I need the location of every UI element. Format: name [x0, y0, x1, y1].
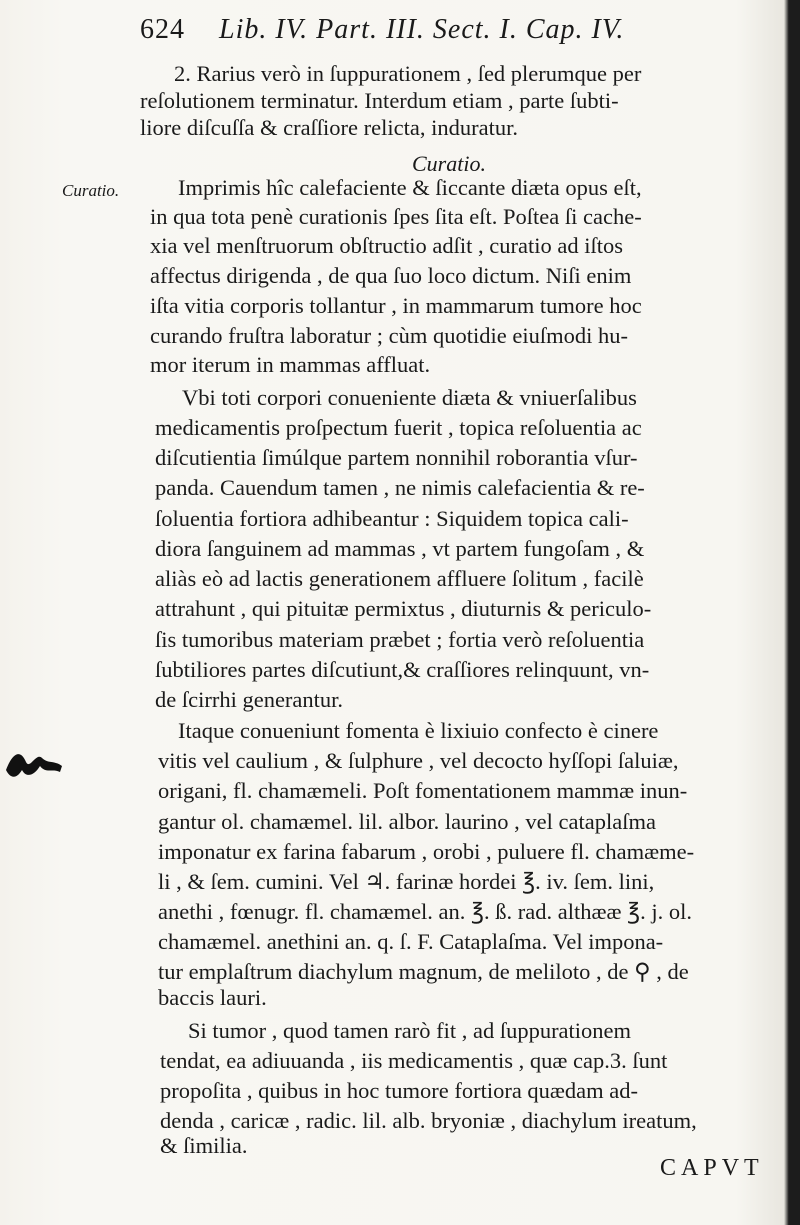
text-line: ſubtiliores partes diſcutiunt,& craſſiores relinquunt, vn-: [155, 657, 650, 682]
text-line: reſolutionem terminatur. Interdum etiam , parte ſubti-: [140, 88, 619, 113]
text-line: chamæmel. anethini an. q. ſ. F. Cataplaſma. Vel impona-: [158, 929, 664, 954]
text-line: vitis vel caulium , & ſulphure , vel decocto hyſſopi ſaluiæ,: [158, 748, 679, 773]
page-header: [140, 14, 780, 46]
text-line: li , & ſem. cumini. Vel ♃. farinæ hordei ℥. iv. ſem. lini,: [158, 869, 655, 894]
text-line: & ſimilia.: [160, 1133, 248, 1158]
text-line: curando fruſtra laboratur ; cùm quotidie eiuſmodi hu-: [150, 323, 628, 348]
text-line: attrahunt , qui pituitæ permixtus , diuturnis & periculo-: [155, 596, 652, 621]
text-line: iſta vitia corporis tollantur , in mammarum tumore hoc: [150, 293, 642, 318]
text-line: diora ſanguinem ad mammas , vt partem fungoſam , &: [155, 536, 645, 561]
ink-smudge: [2, 740, 66, 784]
text-line: origani, fl. chamæmeli. Poſt fomentationem mammæ inun-: [158, 778, 688, 803]
text-line: Vbi toti corpori conueniente diæta & vniuerſalibus: [182, 385, 637, 410]
margin-note: Curatio.: [62, 181, 120, 200]
running-title: Lib. IV. Part. III. Sect. I. Cap. IV.: [219, 14, 625, 45]
text-line: diſcutientia ſimúlque partem nonnihil roborantia vſur-: [155, 445, 638, 470]
page-number: 624: [140, 14, 185, 45]
text-line: ſoluentia fortiora adhibeantur : Siquidem topica cali-: [155, 506, 629, 531]
text-line: ſis tumoribus materiam præbet ; fortia verò reſoluentia: [155, 627, 645, 652]
text-line: panda. Cauendum tamen , ne nimis calefacientia & re-: [155, 475, 645, 500]
text-line: denda , caricæ , radic. lil. alb. bryoniæ , diachylum ireatum,: [160, 1108, 697, 1133]
text-line: Si tumor , quod tamen rarò fit , ad ſuppurationem: [188, 1018, 632, 1043]
text-line: mor iterum in mammas affluat.: [150, 352, 431, 377]
text-line: 2. Rarius verò in ſuppurationem , ſed plerumque per: [174, 61, 642, 86]
text-line: Imprimis hîc calefaciente & ſiccante diæta opus eſt,: [178, 175, 642, 200]
text-line: xia vel menſtruorum obſtructio adſit , curatio ad iſtos: [150, 233, 624, 258]
text-line: liore diſcuſſa & craſſiore relicta, induratur.: [140, 115, 518, 140]
text-line: aliàs eò ad lactis generationem affluere ſolitum , facilè: [155, 566, 644, 591]
text-line: Itaque conueniunt fomenta è lixiuio confecto è cinere: [178, 718, 659, 743]
text-line: tur emplaſtrum diachylum magnum, de meliloto , de ⚲ , de: [158, 959, 689, 984]
section-heading: Curatio.: [412, 151, 486, 176]
text-line: tendat, ea adiuuanda , iis medicamentis , quæ cap.3. ſunt: [160, 1048, 668, 1073]
text-line: baccis lauri.: [158, 985, 267, 1010]
text-line: anethi , fœnugr. fl. chamæmel. an. ℥. ß. rad. althææ ℥. j. ol.: [158, 899, 693, 924]
text-line: de ſcirrhi generantur.: [155, 687, 344, 712]
text-line: imponatur ex farina fabarum , orobi , puluere fl. chamæme-: [158, 839, 695, 864]
text-line: gantur ol. chamæmel. lil. albor. laurino , vel cataplaſma: [158, 809, 656, 834]
catchword: CAPVT: [660, 1155, 764, 1181]
text-line: propoſita , quibus in hoc tumore fortiora quædam ad-: [160, 1078, 639, 1103]
text-line: affectus dirigenda , de qua ſuo loco dictum. Niſi enim: [150, 263, 632, 288]
text-line: in qua tota penè curationis ſpes ſita eſt. Poſtea ſi cache-: [150, 204, 642, 229]
text-line: medicamentis proſpectum fuerit , topica reſoluentia ac: [155, 415, 642, 440]
